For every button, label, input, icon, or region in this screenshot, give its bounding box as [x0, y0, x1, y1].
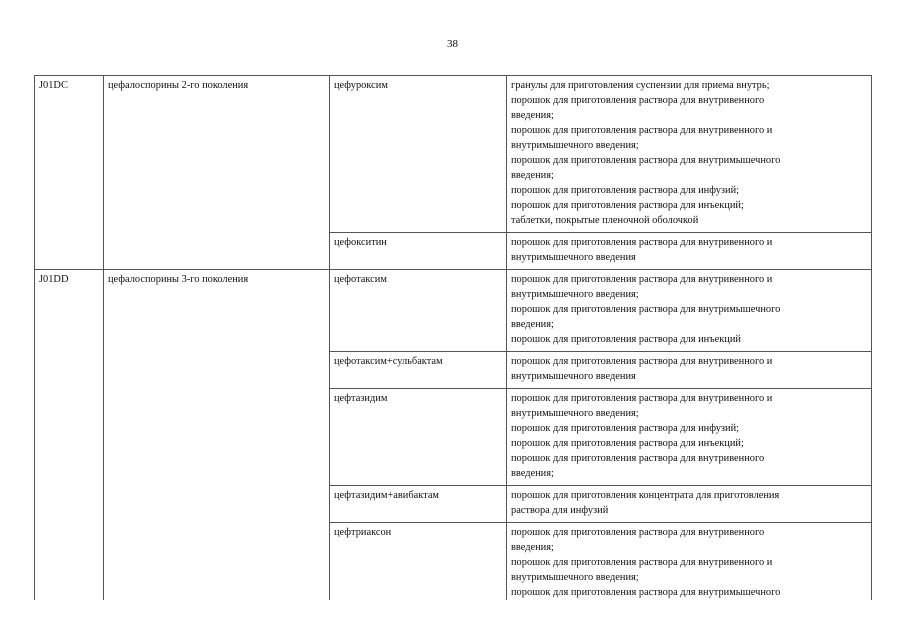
- dosage-form-line: порошок для приготовления раствора для внутривенного: [511, 453, 765, 464]
- page-number: 38: [447, 38, 458, 50]
- drug-name-cell: цефтазидим: [330, 389, 507, 486]
- dosage-form-line: порошок для приготовления концентрата для приготовления: [511, 490, 780, 501]
- dosage-form-line: таблетки, покрытые пленочной оболочкой: [511, 215, 699, 226]
- table-row: [35, 270, 872, 352]
- dosage-form-line: порошок для приготовления раствора для внутривенного и: [511, 125, 773, 136]
- dosage-form-line: внутримышечного введения;: [511, 289, 639, 300]
- dosage-form-line: порошок для приготовления раствора для инфузий;: [511, 185, 740, 196]
- dosage-form-line: внутримышечного введения;: [511, 408, 639, 419]
- dosage-forms-cell: [507, 270, 872, 352]
- atc-code-cell: J01DD: [35, 270, 104, 601]
- dosage-forms-cell: [507, 389, 872, 486]
- dosage-form-line: введения;: [511, 542, 554, 553]
- dosage-form-line: порошок для приготовления раствора для внутривенного и: [511, 274, 773, 285]
- dosage-forms-cell: [507, 352, 872, 389]
- dosage-forms-cell: [507, 76, 872, 233]
- dosage-form-line: порошок для приготовления раствора для внутривенного и: [511, 237, 773, 248]
- dosage-form-line: внутримышечного введения: [511, 252, 636, 263]
- drug-group-cell: цефалоспорины 3-го поколения: [104, 270, 330, 601]
- dosage-forms-cell: [507, 233, 872, 270]
- dosage-form-line: гранулы для приготовления суспензии для приема внутрь;: [511, 80, 770, 91]
- drug-name-cell: цефотаксим: [330, 270, 507, 352]
- dosage-form-line: порошок для приготовления раствора для внутривенного и: [511, 356, 773, 367]
- dosage-form-line: внутримышечного введения;: [511, 572, 639, 583]
- dosage-form-line: введения;: [511, 319, 554, 330]
- dosage-form-line: введения;: [511, 468, 554, 479]
- dosage-form-line: порошок для приготовления раствора для инъекций: [511, 334, 741, 345]
- dosage-form-line: порошок для приготовления раствора для инфузий;: [511, 423, 740, 434]
- dosage-forms-cell: [507, 523, 872, 601]
- drug-table: [34, 75, 872, 600]
- dosage-form-line: внутримышечного введения;: [511, 140, 639, 151]
- drug-group-cell: цефалоспорины 2-го поколения: [104, 76, 330, 270]
- dosage-form-line: введения;: [511, 170, 554, 181]
- dosage-form-line: порошок для приготовления раствора для инъекций;: [511, 438, 744, 449]
- drug-name-cell: цефтриаксон: [330, 523, 507, 601]
- dosage-form-line: внутримышечного введения: [511, 371, 636, 382]
- dosage-form-line: порошок для приготовления раствора для внутривенного и: [511, 393, 773, 404]
- drug-name-cell: цефуроксим: [330, 76, 507, 233]
- dosage-form-line: раствора для инфузий: [511, 505, 609, 516]
- dosage-form-line: порошок для приготовления раствора для инъекций;: [511, 200, 744, 211]
- dosage-forms-cell: [507, 486, 872, 523]
- table-body: [35, 76, 872, 601]
- dosage-form-line: введения;: [511, 110, 554, 121]
- dosage-form-line: порошок для приготовления раствора для внутримышечного: [511, 155, 781, 166]
- atc-code-cell: J01DC: [35, 76, 104, 270]
- drug-name-cell: цефотаксим+сульбактам: [330, 352, 507, 389]
- dosage-form-line: порошок для приготовления раствора для внутривенного: [511, 527, 765, 538]
- table-row: [35, 76, 872, 233]
- dosage-form-line: порошок для приготовления раствора для внутримышечного: [511, 587, 781, 598]
- drug-name-cell: цефтазидим+авибактам: [330, 486, 507, 523]
- dosage-form-line: порошок для приготовления раствора для внутримышечного: [511, 304, 781, 315]
- dosage-form-line: порошок для приготовления раствора для внутривенного и: [511, 557, 773, 568]
- dosage-form-line: порошок для приготовления раствора для внутривенного: [511, 95, 765, 106]
- drug-name-cell: цефокситин: [330, 233, 507, 270]
